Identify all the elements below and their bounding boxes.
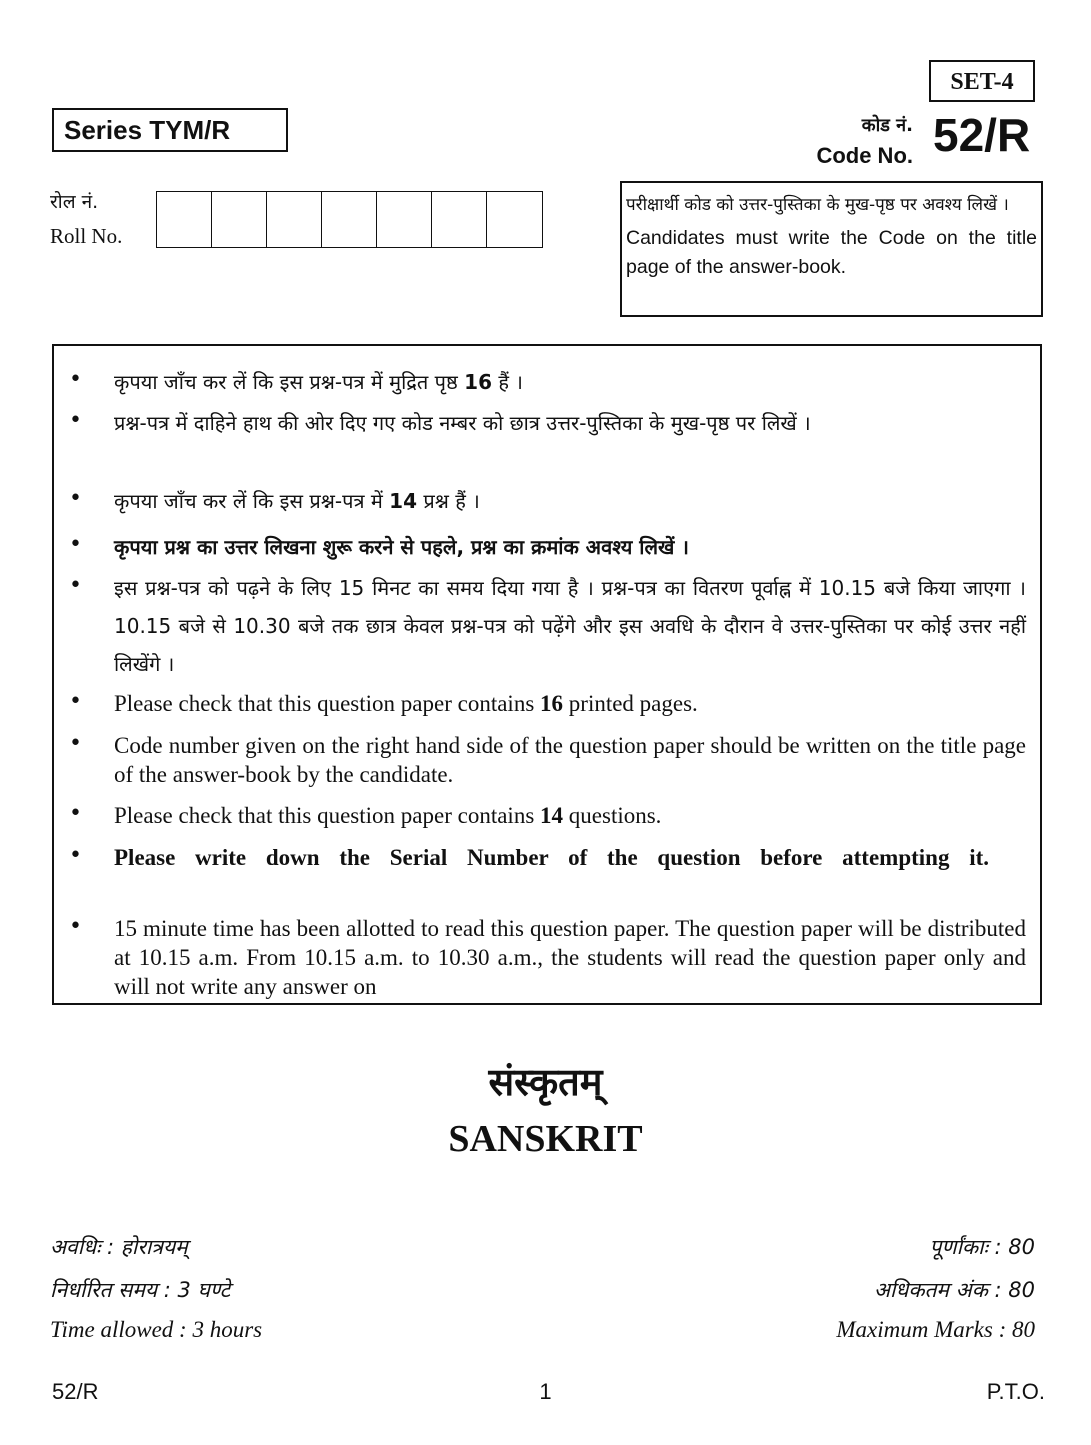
subject-title-english: SANSKRIT <box>448 1118 643 1160</box>
bullet-icon: • <box>69 843 82 868</box>
roll-digit-box[interactable] <box>322 192 377 247</box>
bullet-icon: • <box>69 367 82 392</box>
bullet-icon: • <box>69 689 82 714</box>
roll-label-english: Roll No. <box>50 224 123 248</box>
duration-hindi: अवधिः : होरात्रयम् <box>50 1235 188 1259</box>
instruction-text: 15 minute time has been allotted to read this question paper. The question paper will be distributed at 10.15 a.m. From 10.15 a.m. to 10.30 a.m., the students will read the question paper only and will not write any answer on <box>114 916 1026 999</box>
set-number: SET-4 <box>929 60 1035 102</box>
max-marks-hindi: अधिकतम अंक : 80 <box>873 1278 1035 1302</box>
code-label-english: Code No. <box>816 143 913 168</box>
bullet-icon: • <box>69 408 82 433</box>
please-turn-over: P.T.O. <box>986 1379 1045 1404</box>
instruction-text: Please write down the Serial Number of the question before attempting it. <box>114 845 990 870</box>
instructions-box <box>52 344 1042 1005</box>
candidate-note-box <box>620 181 1043 317</box>
footer-code: 52/R <box>52 1379 99 1404</box>
instruction-text: इस प्रश्न-पत्र को पढ़ने के लिए 15 मिनट का समय दिया गया है । प्रश्न-पत्र का वितरण पूर्वाह्न में 10.15 बजे किया जाएगा । 10.15 बजे से 10.30 बजे तक छात्र केवल प्रश्न-पत्र को पढ़ेंगे और इस अवधि के दौरान वे उत्तर-पुस्तिका पर कोई उत्तर नहीं लिखेंगे । <box>114 576 1026 676</box>
bullet-icon: • <box>69 914 82 939</box>
instruction-text: Code number given on the right hand side of the question paper should be written on the title page of the answer-book by the candidate. <box>114 733 1026 787</box>
instruction-text: कृपया जाँच कर लें कि इस प्रश्न-पत्र में 14 प्रश्न हैं । <box>114 489 480 513</box>
page-number: 1 <box>539 1379 552 1404</box>
candidate-note-hindi: परीक्षार्थी कोड को उत्तर-पुस्तिका के मुख-पृष्ठ पर अवश्य लिखें । <box>626 195 1009 215</box>
candidate-note-english: Candidates must write the Code on the title page of the answer-book. <box>626 227 1037 278</box>
bullet-icon: • <box>69 486 82 511</box>
roll-label-hindi: रोल नं. <box>50 191 99 213</box>
time-allowed-english: Time allowed : 3 hours <box>50 1317 263 1342</box>
instruction-text: प्रश्न-पत्र में दाहिने हाथ की ओर दिए गए कोड नम्बर को छात्र उत्तर-पुस्तिका के मुख-पृष्ठ पर लिखें । <box>114 411 811 435</box>
roll-digit-box[interactable] <box>432 192 487 247</box>
instruction-text: कृपया प्रश्न का उत्तर लिखना शुरू करने से पहले, प्रश्न का क्रमांक अवश्य लिखें । <box>114 535 689 559</box>
subject-title-hindi: संस्कृतम् <box>488 1060 603 1104</box>
bullet-icon: • <box>69 532 82 557</box>
roll-number-grid[interactable] <box>156 191 543 248</box>
bullet-icon: • <box>69 801 82 826</box>
max-marks-english: Maximum Marks : 80 <box>836 1317 1035 1342</box>
instruction-text: Please check that this question paper contains 14 questions. <box>114 803 662 828</box>
code-label-hindi: कोड नं. <box>861 115 913 136</box>
roll-digit-box[interactable] <box>267 192 322 247</box>
series-label: Series TYM/R <box>52 108 288 152</box>
time-allowed-hindi: निर्धारित समय : 3 घण्टे <box>50 1278 231 1302</box>
roll-digit-box[interactable] <box>487 192 542 247</box>
bullet-icon: • <box>69 573 82 598</box>
roll-digit-box[interactable] <box>212 192 267 247</box>
instruction-text: कृपया जाँच कर लें कि इस प्रश्न-पत्र में मुद्रित पृष्ठ 16 हैं । <box>114 370 523 394</box>
full-marks-hindi: पूर्णांकाः : 80 <box>929 1235 1035 1259</box>
roll-digit-box[interactable] <box>157 192 212 247</box>
roll-digit-box[interactable] <box>377 192 432 247</box>
code-number: 52/R <box>933 109 1031 161</box>
bullet-icon: • <box>69 731 82 756</box>
instruction-text: Please check that this question paper contains 16 printed pages. <box>114 691 698 716</box>
